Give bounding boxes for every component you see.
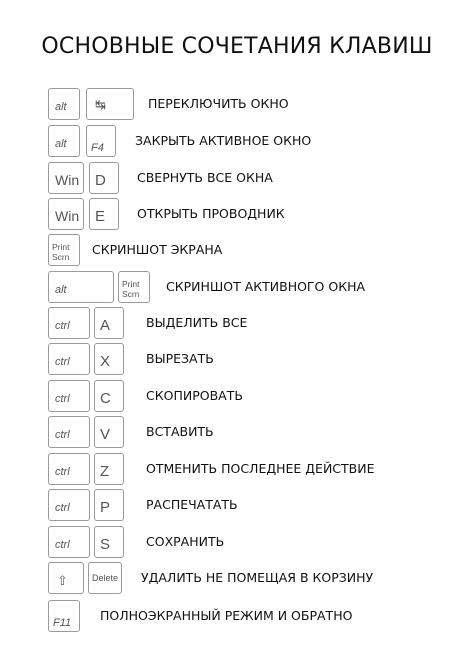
- key-label: alt: [55, 138, 67, 150]
- key-label: ctrl: [55, 466, 70, 478]
- key-label: alt: [55, 284, 67, 296]
- shortcut-row: [0, 162, 474, 196]
- ctrl-key: [48, 307, 90, 339]
- shortcut-row: [0, 234, 474, 268]
- shortcut-description: РАСПЕЧАТАТЬ: [146, 497, 238, 512]
- shortcut-row: [0, 562, 474, 596]
- shortcut-description: СОХРАНИТЬ: [146, 534, 225, 549]
- shortcut-description: ВЫРЕЗАТЬ: [146, 351, 214, 366]
- f4-key: [86, 125, 116, 157]
- shortcut-description: УДАЛИТЬ НЕ ПОМЕЩАЯ В КОРЗИНУ: [141, 570, 374, 585]
- win-key: [48, 162, 84, 194]
- shortcut-row: [0, 271, 474, 305]
- ctrl-key: [48, 526, 90, 558]
- letter-key-c: [94, 380, 124, 412]
- print-screen-key: [118, 271, 150, 303]
- key-label: ↹: [95, 97, 106, 112]
- shortcut-description: ЗАКРЫТЬ АКТИВНОЕ ОКНО: [135, 133, 312, 148]
- shortcut-row: [0, 307, 474, 341]
- shortcut-row: [0, 343, 474, 377]
- letter-key-a: [94, 307, 124, 339]
- shortcut-row: [0, 416, 474, 450]
- key-label: Print Scrn: [122, 279, 140, 299]
- key-label: A: [100, 317, 111, 334]
- shortcut-row: [0, 526, 474, 560]
- letter-key-v: [94, 416, 124, 448]
- shortcut-description: ПОЛНОЭКРАННЫЙ РЕЖИМ И ОБРАТНО: [100, 608, 353, 623]
- ctrl-key: [48, 453, 90, 485]
- shortcut-row: [0, 380, 474, 414]
- print-screen-key: [48, 234, 80, 266]
- key-label: V: [100, 426, 111, 443]
- shortcut-row: [0, 600, 474, 634]
- letter-key-x: [94, 343, 124, 375]
- key-label: E: [95, 208, 106, 225]
- key-label: S: [100, 536, 111, 553]
- key-label: P: [100, 499, 111, 516]
- key-label: Z: [100, 463, 110, 480]
- shortcut-description: ПЕРЕКЛЮЧИТЬ ОКНО: [148, 96, 289, 111]
- letter-key-p: [94, 489, 124, 521]
- f11-key: [48, 600, 80, 632]
- shortcut-row: [0, 489, 474, 523]
- alt-key: [48, 125, 80, 157]
- tab-key-icon: [86, 88, 134, 120]
- key-label: D: [95, 172, 106, 189]
- key-label: X: [100, 353, 111, 370]
- key-label: F11: [53, 617, 72, 629]
- shortcut-description: СВЕРНУТЬ ВСЕ ОКНА: [137, 170, 273, 185]
- key-label: alt: [55, 101, 67, 113]
- key-label: Delete: [92, 573, 119, 583]
- key-label: ctrl: [55, 502, 70, 514]
- key-label: Win: [55, 208, 80, 224]
- alt-key: [48, 88, 80, 120]
- letter-key-s: [94, 526, 124, 558]
- key-label: ctrl: [55, 429, 70, 441]
- key-label: ctrl: [55, 356, 70, 368]
- ctrl-key: [48, 489, 90, 521]
- shift-key-icon: [48, 562, 84, 594]
- shortcut-row: [0, 88, 474, 122]
- shortcut-row: [0, 198, 474, 232]
- letter-key-e: [89, 198, 119, 230]
- key-label: ctrl: [55, 393, 70, 405]
- key-label: C: [100, 390, 111, 407]
- ctrl-key: [48, 343, 90, 375]
- shortcut-description: СКРИНШОТ ЭКРАНА: [92, 242, 223, 257]
- shortcut-row: [0, 453, 474, 487]
- shortcut-description: СКРИНШОТ АКТИВНОГО ОКНА: [166, 279, 366, 294]
- page-title: ОСНОВНЫЕ СОЧЕТАНИЯ КЛАВИШ: [41, 34, 433, 59]
- delete-key: [88, 562, 122, 594]
- shortcut-row: [0, 125, 474, 159]
- shortcut-description: ОТМЕНИТЬ ПОСЛЕДНЕЕ ДЕЙСТВИЕ: [146, 461, 375, 476]
- alt-key: [48, 271, 114, 303]
- shortcut-description: ОТКРЫТЬ ПРОВОДНИК: [137, 206, 285, 221]
- letter-key-d: [89, 162, 119, 194]
- key-label: Win: [55, 172, 80, 188]
- key-label: Print Scrn: [52, 242, 70, 262]
- ctrl-key: [48, 380, 90, 412]
- key-label: ctrl: [55, 320, 70, 332]
- shortcut-description: ВСТАВИТЬ: [146, 424, 214, 439]
- shortcut-description: ВЫДЕЛИТЬ ВСЕ: [146, 315, 248, 330]
- ctrl-key: [48, 416, 90, 448]
- win-key: [48, 198, 84, 230]
- shortcut-description: СКОПИРОВАТЬ: [146, 388, 243, 403]
- key-label: F4: [91, 142, 104, 154]
- letter-key-z: [94, 453, 124, 485]
- key-label: ⇧: [57, 573, 68, 588]
- key-label: ctrl: [55, 539, 70, 551]
